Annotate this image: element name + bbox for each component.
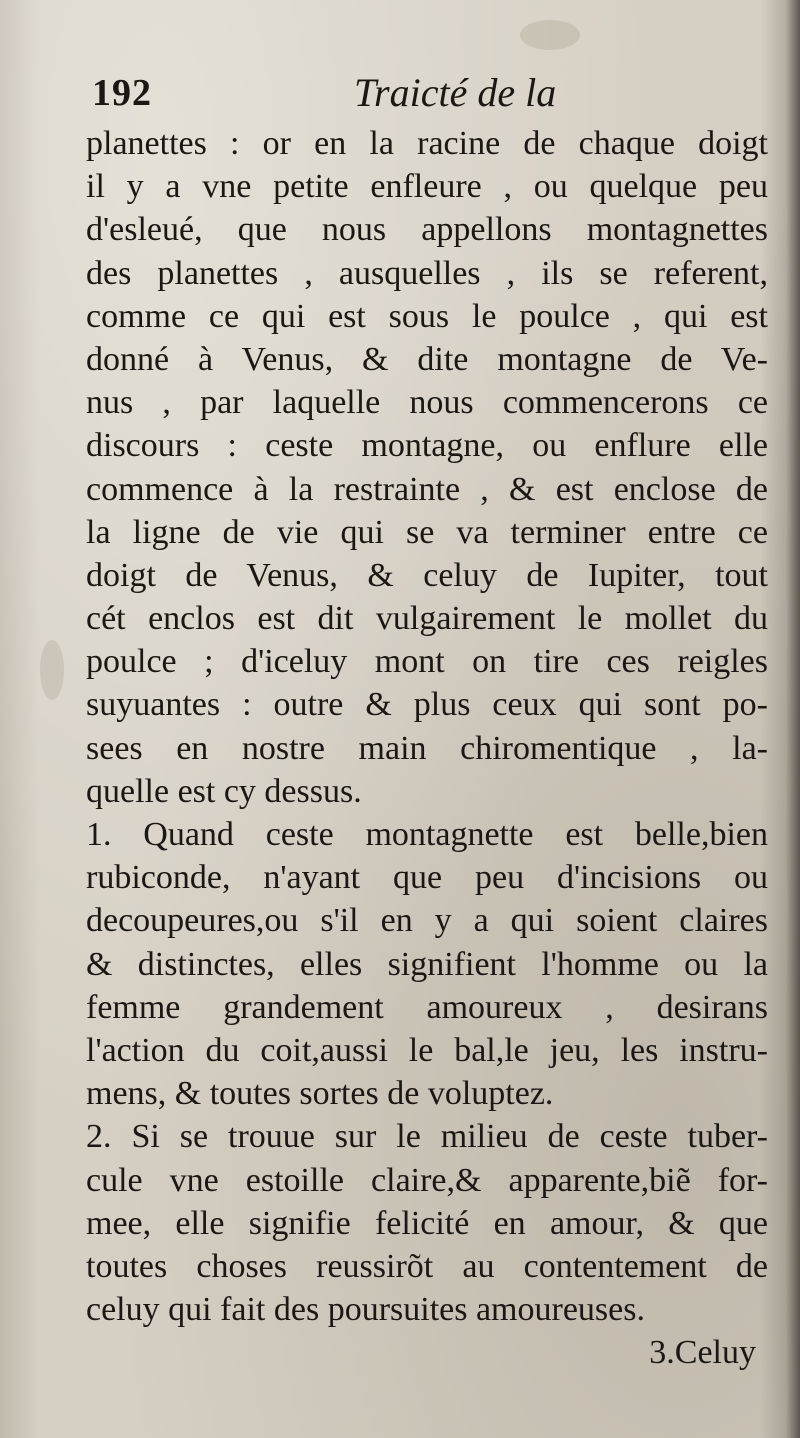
text-line: l'action du coit,aussi le bal,le jeu, les instru- (86, 1031, 768, 1069)
paper-stain (520, 20, 580, 50)
text-line: & distinctes, elles signifient l'homme ou la (86, 945, 768, 983)
text-line: rubiconde, n'ayant que peu d'incisions ou (86, 859, 768, 897)
text-line: femme grandement amoureux , desirans (86, 988, 768, 1026)
text-line: comme ce qui est sous le poulce , qui est (86, 297, 768, 335)
paper-stain (40, 640, 64, 700)
text-line: commence à la restrainte , & est enclose de (86, 470, 768, 508)
text-line: doigt de Venus, & celuy de Iupiter, tout (86, 556, 768, 594)
text-line: 2. Si se trouue sur le milieu de ceste tuber- (86, 1118, 768, 1156)
text-line: quelle est cy dessus. (86, 772, 362, 810)
text-line: mee, elle signifie felicité en amour, & que (86, 1204, 768, 1242)
running-title: Traicté de la (354, 70, 557, 115)
text-line: celuy qui fait des poursuites amoureuses. (86, 1291, 645, 1329)
text-line: donné à Venus, & dite montagne de Ve- (86, 340, 768, 378)
text-line: planettes : or en la racine de chaque doigt (86, 125, 768, 162)
text-line: cét enclos est dit vulgairement le mollet du (86, 600, 768, 638)
text-line: mens, & toutes sortes de voluptez. (86, 1075, 554, 1113)
page-header (92, 70, 692, 120)
text-line: toutes choses reussirõt au contentement de (86, 1247, 768, 1285)
page-number: 192 (92, 72, 152, 114)
text-line: cule vne estoille claire,& apparente,biẽ for- (86, 1161, 768, 1199)
text-line: des planettes , ausquelles , ils se referent, (86, 254, 768, 292)
text-line: il y a vne petite enfleure , ou quelque peu (86, 168, 768, 206)
text-line: decoupeures,ou s'il en y a qui soient claires (86, 902, 768, 940)
text-line: d'esleué, que nous appellons montagnettes (86, 211, 768, 249)
catchword: 3.Celuy (649, 1334, 756, 1372)
text-line: nus , par laquelle nous commencerons ce (86, 384, 768, 422)
text-line: poulce ; d'iceluy mont on tire ces reigles (86, 643, 768, 681)
text-line: la ligne de vie qui se va terminer entre ce (86, 513, 768, 551)
text-line: sees en nostre main chiromentique , la- (86, 729, 768, 767)
page-spine-shadow (786, 0, 800, 1438)
text-line: discours : ceste montagne, ou enflure elle (86, 427, 768, 465)
text-line: 1. Quand ceste montagnette est belle,bien (86, 816, 768, 853)
body-text (86, 122, 768, 1374)
text-line: suyuantes : outre & plus ceux qui sont po- (86, 686, 768, 724)
